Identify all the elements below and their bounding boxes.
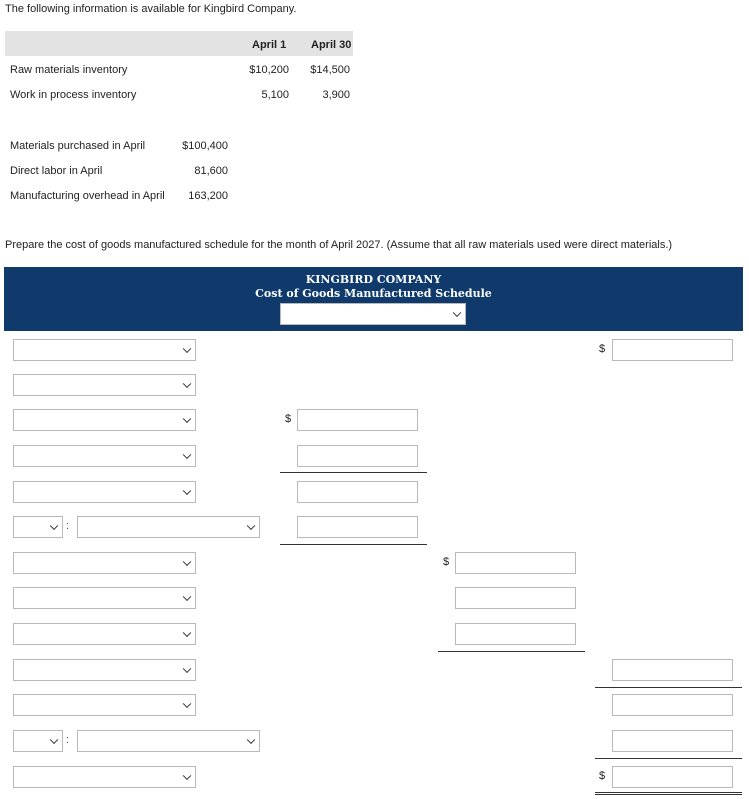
raw-materials-apr1: $10,200	[249, 64, 289, 76]
schedule-row-9-col2-input[interactable]	[455, 623, 576, 645]
chevron-down-icon	[50, 522, 58, 530]
schedule-row-4-select[interactable]	[13, 445, 196, 467]
chevron-down-icon	[183, 629, 191, 637]
underline	[438, 651, 585, 652]
schedule-row-1-col3-input[interactable]	[612, 339, 733, 361]
chevron-down-icon	[183, 415, 191, 423]
schedule-row-4-col1-input[interactable]	[297, 445, 418, 467]
schedule-title: Cost of Goods Manufactured Schedule	[255, 287, 492, 300]
schedule-row-12-small-select[interactable]	[13, 730, 63, 752]
schedule-row-1-select[interactable]	[13, 339, 196, 361]
underline	[595, 687, 742, 688]
dollar-sign: $	[285, 413, 292, 425]
chevron-down-icon	[453, 309, 461, 317]
schedule-row-6-small-select[interactable]	[13, 516, 63, 538]
period-select[interactable]	[280, 303, 466, 325]
schedule-row-8-col2-input[interactable]	[455, 587, 576, 609]
inventory-header-band	[5, 31, 353, 56]
schedule-row-8-select[interactable]	[13, 587, 196, 609]
cost-label-labor: Direct labor in April	[10, 165, 103, 177]
chevron-down-icon	[50, 736, 58, 744]
colon-separator: :	[66, 520, 70, 532]
cost-value-materials: $100,400	[182, 140, 228, 152]
chevron-down-icon	[183, 558, 191, 566]
header-april-30: April 30	[311, 39, 352, 51]
schedule-row-12-col3-input[interactable]	[612, 730, 733, 752]
chevron-down-icon	[183, 665, 191, 673]
row-label-raw-materials: Raw materials inventory	[10, 64, 128, 76]
cost-label-materials: Materials purchased in April	[10, 140, 146, 152]
chevron-down-icon	[183, 487, 191, 495]
header-april-1: April 1	[252, 39, 287, 51]
row-label-wip: Work in process inventory	[10, 89, 137, 101]
dollar-sign: $	[599, 343, 606, 355]
schedule-row-13-select[interactable]	[13, 766, 196, 788]
chevron-down-icon	[183, 380, 191, 388]
underline	[280, 472, 427, 473]
schedule-row-5-select[interactable]	[13, 481, 196, 503]
schedule-row-10-col3-input[interactable]	[612, 659, 733, 681]
schedule-row-3-select[interactable]	[13, 409, 196, 431]
cost-value-labor: 81,600	[194, 165, 228, 177]
schedule-row-6-col1-input[interactable]	[297, 516, 418, 538]
wip-apr1: 5,100	[261, 89, 289, 101]
schedule-row-11-select[interactable]	[13, 694, 196, 716]
chevron-down-icon	[183, 772, 191, 780]
chevron-down-icon	[183, 593, 191, 601]
cost-label-overhead: Manufacturing overhead in April	[10, 190, 165, 202]
dollar-sign: $	[443, 556, 450, 568]
cost-value-overhead: 163,200	[188, 190, 228, 202]
schedule-row-5-col1-input[interactable]	[297, 481, 418, 503]
schedule-row-11-col3-input[interactable]	[612, 694, 733, 716]
colon-separator: :	[66, 734, 70, 746]
chevron-down-icon	[183, 345, 191, 353]
dollar-sign: $	[599, 770, 606, 782]
schedule-row-9-select[interactable]	[13, 623, 196, 645]
chevron-down-icon	[247, 522, 255, 530]
schedule-row-3-col1-input[interactable]	[297, 409, 418, 431]
wip-apr30: 3,900	[322, 89, 350, 101]
instructions-text: Prepare the cost of goods manufactured schedule for the month of April 2027. (Assume that all raw materials used were direct materials.)	[5, 239, 673, 251]
intro-text: The following information is available for Kingbird Company.	[5, 3, 297, 15]
schedule-row-13-col3-input[interactable]	[612, 766, 733, 788]
chevron-down-icon	[183, 700, 191, 708]
underline	[595, 758, 742, 759]
schedule-row-2-select[interactable]	[13, 374, 196, 396]
schedule-row-7-col2-input[interactable]	[455, 552, 576, 574]
chevron-down-icon	[247, 736, 255, 744]
schedule-row-7-select[interactable]	[13, 552, 196, 574]
chevron-down-icon	[183, 451, 191, 459]
schedule-row-10-select[interactable]	[13, 659, 196, 681]
double-underline	[595, 792, 742, 795]
schedule-row-6-select[interactable]	[77, 516, 260, 538]
raw-materials-apr30: $14,500	[310, 64, 350, 76]
company-name: KINGBIRD COMPANY	[305, 273, 442, 286]
underline	[280, 544, 427, 545]
schedule-row-12-select[interactable]	[77, 730, 260, 752]
